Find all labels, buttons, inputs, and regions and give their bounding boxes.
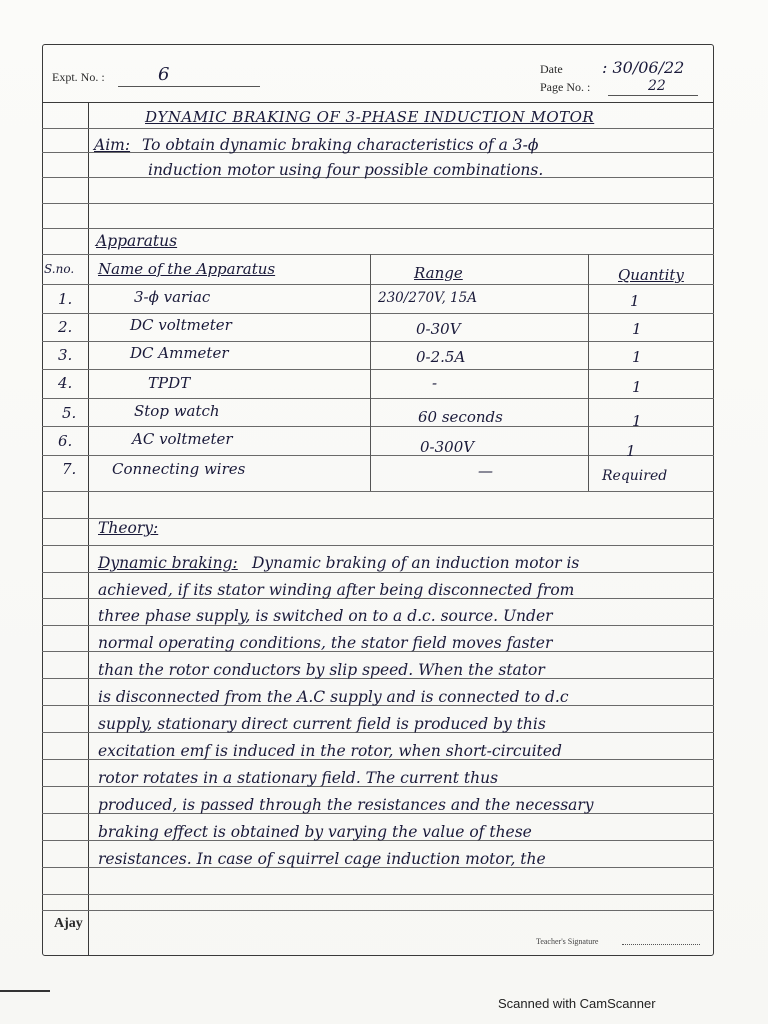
signature-line: [622, 944, 700, 945]
aim-line-2: induction motor using four possible combinations.: [148, 161, 544, 179]
rule-line: [42, 625, 714, 626]
expt-value: 6: [158, 64, 170, 85]
row-quantity: 1: [632, 348, 642, 366]
row-range: 230/270V, 15A: [378, 290, 477, 306]
row-range: 0-2.5A: [416, 348, 466, 366]
row-name: Stop watch: [134, 402, 220, 420]
theory-line: excitation emf is induced in the rotor, when short-circuited: [98, 742, 562, 760]
rule-line: [42, 491, 714, 492]
page-label: Page No. :: [540, 80, 591, 94]
header-separator: [42, 102, 714, 103]
row-sno: 7.: [62, 460, 77, 478]
rule-line: [42, 254, 714, 255]
theory-line: normal operating conditions, the stator field moves faster: [98, 634, 553, 652]
theory-line: rotor rotates in a stationary field. The current thus: [98, 769, 499, 787]
row-quantity: 1: [626, 442, 636, 460]
row-range: -: [432, 374, 438, 392]
row-name: AC voltmeter: [132, 430, 233, 448]
rule-line: [42, 313, 714, 314]
rule-line: [42, 128, 714, 129]
margin-line: [88, 102, 89, 956]
row-quantity: 1: [632, 412, 642, 430]
row-quantity: 1: [630, 292, 640, 310]
theory-line: braking effect is obtained by varying the value of these: [98, 823, 532, 841]
row-name: 3-ϕ variac: [134, 288, 211, 306]
rule-line: [42, 341, 714, 342]
rule-line: [42, 910, 714, 911]
rule-line: [42, 455, 714, 456]
row-name: TPDT: [148, 374, 191, 392]
row-range: 0-300V: [420, 438, 475, 456]
row-sno: 2.: [58, 318, 73, 336]
theory-line: resistances. In case of squirrel cage induction motor, the: [98, 850, 546, 868]
scanner-watermark: Scanned with CamScanner: [498, 996, 656, 1011]
date-value: : 30/06/22: [602, 58, 685, 77]
theory-line: is disconnected from the A.C supply and is connected to d.c: [98, 688, 569, 706]
theory-line: produced, is passed through the resistances and the necessary: [98, 796, 594, 814]
theory-heading: Theory:: [98, 519, 159, 537]
theory-line: Dynamic braking of an induction motor is: [252, 554, 580, 572]
table-column-divider: [370, 254, 371, 491]
row-sno: 5.: [62, 404, 77, 422]
theory-line: supply, stationary direct current field is produced by this: [98, 715, 546, 733]
table-column-divider: [588, 254, 589, 491]
row-quantity: Required: [602, 468, 668, 484]
rule-line: [42, 572, 714, 573]
brand-logo: Ajay: [54, 916, 83, 931]
row-name: DC voltmeter: [130, 316, 232, 334]
row-range: 0-30V: [416, 320, 461, 338]
rule-line: [42, 369, 714, 370]
teachers-signature-label: Teacher's Signature: [536, 937, 599, 946]
page-underline: [608, 95, 698, 96]
row-range: —: [478, 462, 493, 480]
table-header-range: Range: [414, 264, 463, 282]
row-sno: 4.: [58, 374, 73, 392]
rule-line: [42, 545, 714, 546]
aim-label: Aim:: [94, 136, 131, 154]
theory-subheading: Dynamic braking:: [98, 554, 238, 572]
rule-line: [42, 894, 714, 895]
table-header-sno: S.no.: [44, 262, 75, 276]
row-name: DC Ammeter: [130, 344, 229, 362]
row-sno: 1.: [58, 290, 73, 308]
rule-line: [42, 284, 714, 285]
rule-line: [42, 426, 714, 427]
page-value: 22: [648, 78, 666, 94]
row-quantity: 1: [632, 378, 642, 396]
apparatus-heading: Apparatus: [96, 232, 178, 250]
row-sno: 3.: [58, 346, 73, 364]
aim-line-1: To obtain dynamic braking characteristics of a 3-ϕ: [142, 136, 539, 154]
rule-line: [42, 203, 714, 204]
row-range: 60 seconds: [418, 408, 503, 426]
expt-underline: [118, 86, 260, 87]
theory-line: three phase supply, is switched on to a d.c. source. Under: [98, 607, 553, 625]
theory-line: than the rotor conductors by slip speed. When the stator: [98, 661, 545, 679]
row-name: Connecting wires: [112, 460, 246, 478]
page-border: [42, 44, 714, 956]
scan-edge-mark: [0, 990, 50, 992]
page-title: DYNAMIC BRAKING OF 3-PHASE INDUCTION MOTOR: [145, 108, 595, 126]
row-quantity: 1: [632, 320, 642, 338]
table-header-quantity: Quantity: [618, 266, 684, 284]
row-sno: 6.: [58, 432, 73, 450]
rule-line: [42, 398, 714, 399]
expt-label: Expt. No. :: [52, 70, 105, 84]
date-label: Date: [540, 62, 563, 76]
table-header-name: Name of the Apparatus: [98, 260, 276, 278]
theory-line: achieved, if its stator winding after being disconnected from: [98, 581, 575, 599]
rule-line: [42, 228, 714, 229]
